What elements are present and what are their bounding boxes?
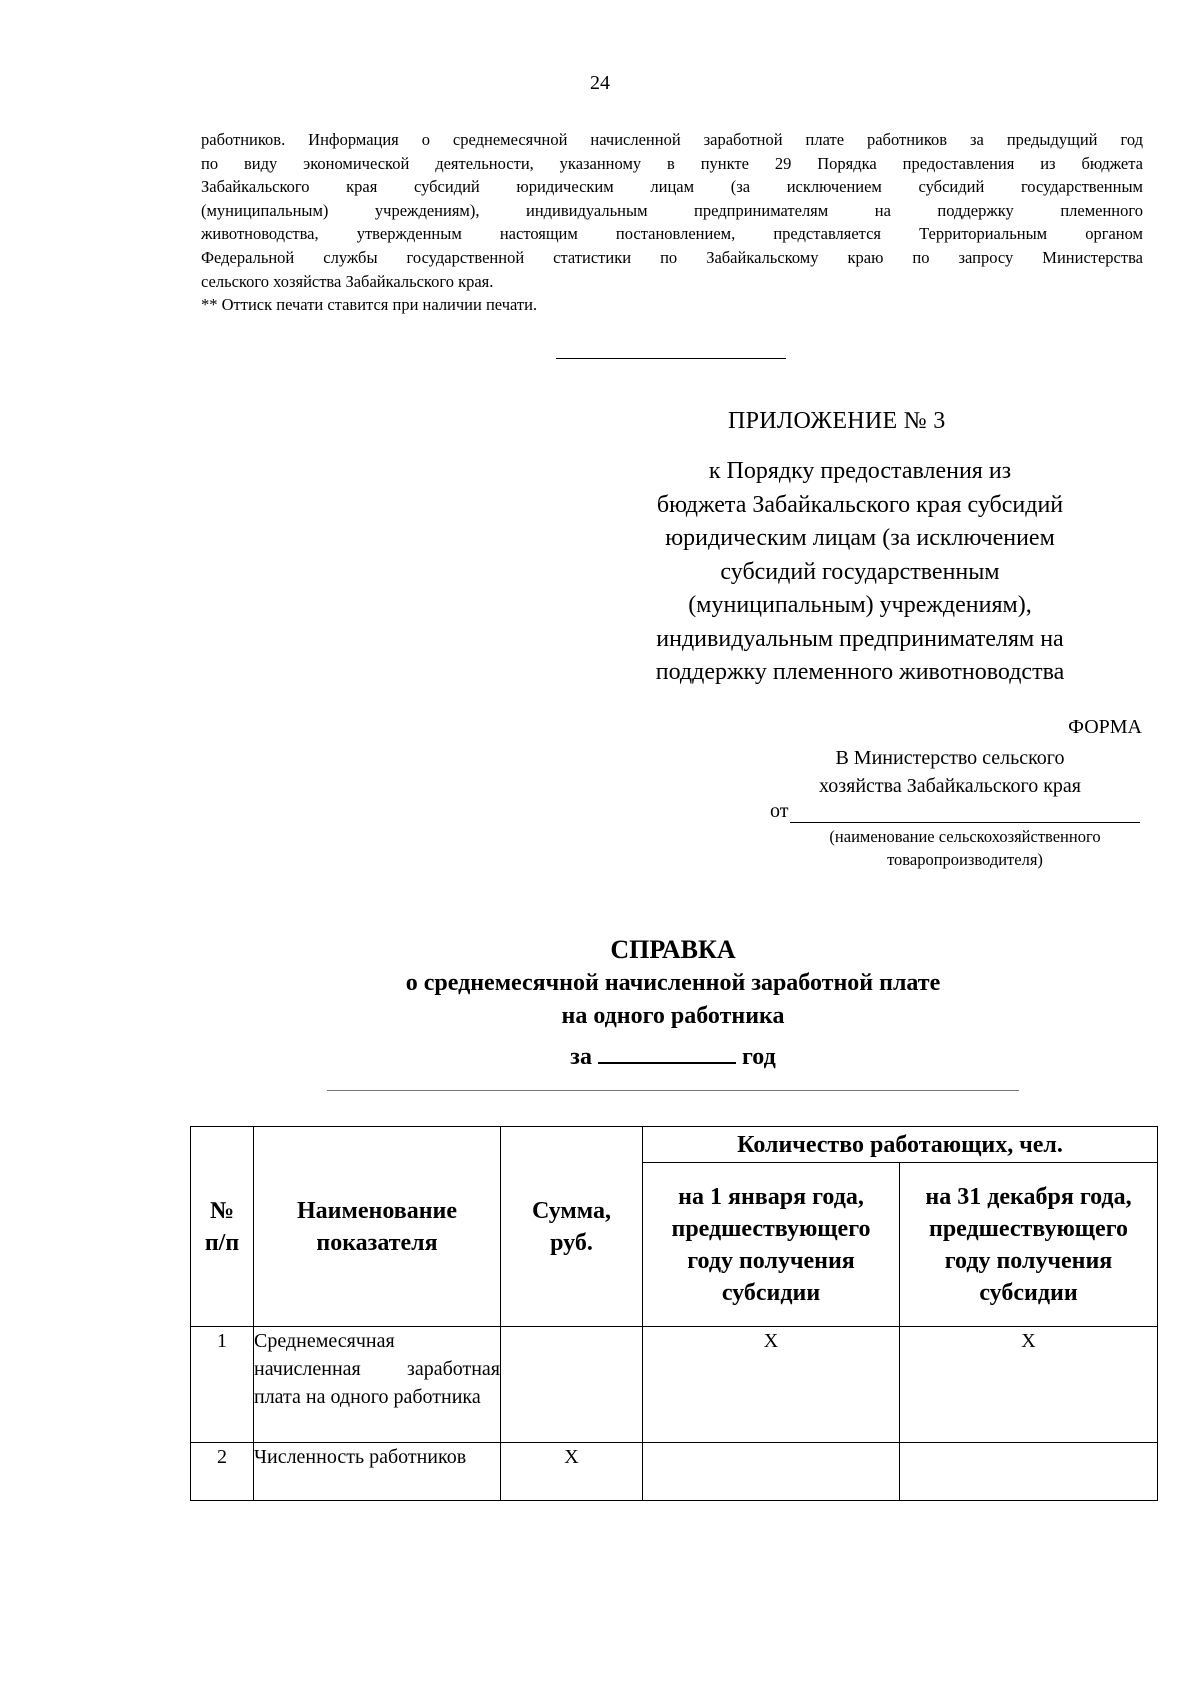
row-num: 1 [191,1327,254,1443]
row-name: Численность работников [254,1443,501,1501]
year-prefix: за [570,1044,592,1070]
year-blank-line [598,1038,736,1064]
appendix-reference [590,455,1130,690]
row-sum [501,1327,643,1443]
from-prefix: от [770,800,789,822]
appendix-ref-line: бюджета Забайкальского края субсидий [656,491,1064,518]
appendix-ref-line: поддержку племенного животноводства [655,659,1065,685]
document-title: СПРАВКА [610,935,736,964]
header-name: Наименование показателя [254,1127,501,1327]
row-jan [643,1443,900,1501]
header-sum: Сумма, руб. [501,1127,643,1327]
appendix-ref-line: (муниципальным) учреждениям), [688,592,1032,618]
header-num: № п/п [191,1127,254,1327]
from-blank-line [790,802,1140,823]
header-dec-31: на 31 декабря года, предшествующего году получения субсидии [900,1163,1158,1327]
table-row [191,1443,1158,1501]
header-jan-1: на 1 января года, предшествующего году получения субсидии [643,1163,900,1327]
footnote-line: Федеральной службы государственной статистики по Забайкальскому краю по запросу Министерства [201,248,1143,267]
seal-note: ** Оттиск печати ставится при наличии печати. [201,295,538,315]
appendix-ref-line: к Порядку предоставления из [708,458,1012,484]
page-number: 24 [590,72,610,94]
row-num: 2 [191,1443,254,1501]
row-jan: Х [643,1327,900,1443]
document-subtitle: о среднемесячной начисленной заработной плате [405,970,941,996]
year-suffix: год [741,1044,776,1070]
footnote-line: Забайкальского края субсидий юридическим лицам (за исключением субсидий государственным [201,177,1143,197]
row-sum: Х [501,1443,643,1501]
recipient-line: В Министерство сельского [835,747,1065,769]
separator-line [556,358,786,359]
from-caption [770,825,1160,871]
footnote-line: работников. Информация о среднемесячной начисленной заработной плате работников за предыдущий год [201,130,1143,149]
footnote-line: сельского хозяйства Забайкальского края. [201,271,494,291]
title-rule [327,1090,1019,1091]
from-row [770,800,1140,823]
appendix-ref-line: индивидуальным предпринимателям на [656,625,1064,652]
footnote-line: по виду экономической деятельности, указанному в пункте 29 Порядка предоставления из бюджета [201,153,1143,173]
form-label: ФОРМА [1068,716,1142,738]
appendix-title: ПРИЛОЖЕНИЕ № 3 [728,408,946,434]
header-employee-count: Количество работающих, чел. [643,1127,1158,1163]
row-dec: Х [900,1327,1158,1443]
appendix-ref-line: субсидий государственным [720,558,1000,585]
year-line [0,1038,1200,1071]
document-subtitle: на одного работника [561,1003,785,1029]
from-caption-line: (наименование сельскохозяйственного [829,827,1101,846]
report-table [190,1126,1158,1501]
footnote-line: (муниципальным) учреждениям), индивидуальным предпринимателям на поддержку племенного [201,200,1143,220]
row-name: Среднемесячная начисленная заработная плата на одного работника [254,1327,501,1443]
row-dec [900,1443,1158,1501]
from-caption-line: товаропроизводителя) [887,850,1043,869]
recipient-line: хозяйства Забайкальского края [818,775,1081,797]
table-row [191,1327,1158,1443]
footnote-line: животноводства, утвержденным настоящим постановлением, представляется Территориальным органом [201,224,1143,244]
appendix-ref-line: юридическим лицам (за исключением [665,525,1055,551]
